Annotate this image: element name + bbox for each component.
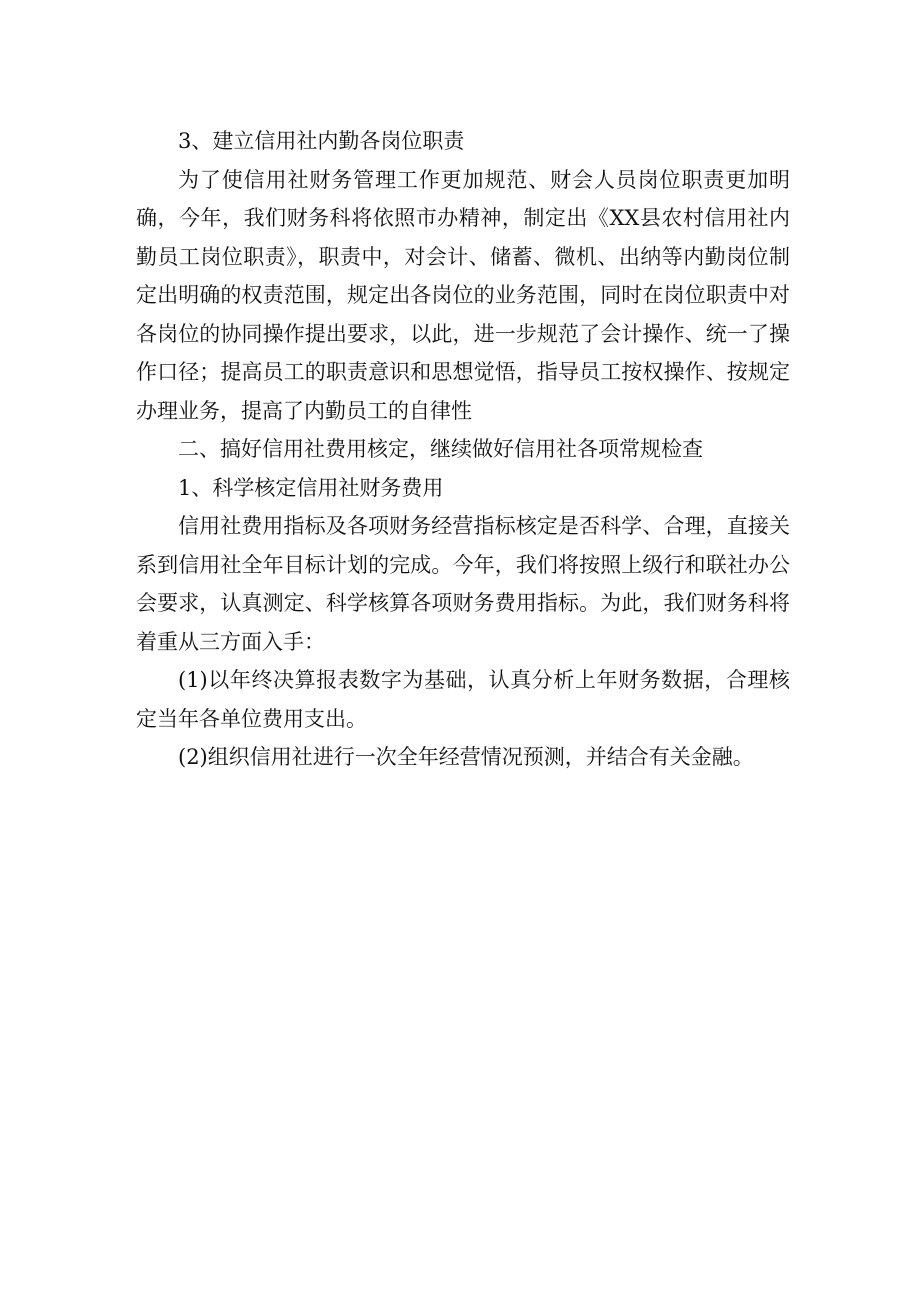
body-paragraph: 信用社费用指标及各项财务经营指标核定是否科学、合理，直接关系到信用社全年目标计划的完成。今年，我们将按照上级行和联社办公会要求，认真测定、科学核算各项财务费用指标。为此，我们财务科将着重从三方面入手：: [136, 514, 790, 654]
list-item-2: (2)组织信用社进行一次全年经营情况预测，并结合有关金融。: [178, 745, 754, 769]
subsection-heading-1: 1、科学核定信用社财务费用: [178, 475, 444, 500]
list-item-1: (1)以年终决算报表数字为基础，认真分析上年财务数据，合理核定当年各单位费用支出。: [136, 668, 790, 731]
body-paragraph: 为了使信用社财务管理工作更加规范、财会人员岗位职责更加明确，今年，我们财务科将依照市办精神，制定出《XX县农村信用社内勤员工岗位职责》，职责中，对会计、储蓄、微机、出纳等内勤岗位制定出明确的权责范围，规定出各岗位的业务范围，同时在岗位职责中对各岗位的协同操作提出要求，以此，进一步规范了会计操作、统一了操作口径；提高员工的职责意识和思想觉悟，指导员工按权操作、按规定办理业务，提高了内勤员工的自律性: [136, 167, 790, 423]
section-heading-3: 3、建立信用社内勤各岗位职责: [178, 129, 465, 153]
section-heading-2: 二、搞好信用社费用核定，继续做好信用社各项常规检查: [178, 437, 703, 461]
document-body: [136, 122, 790, 777]
